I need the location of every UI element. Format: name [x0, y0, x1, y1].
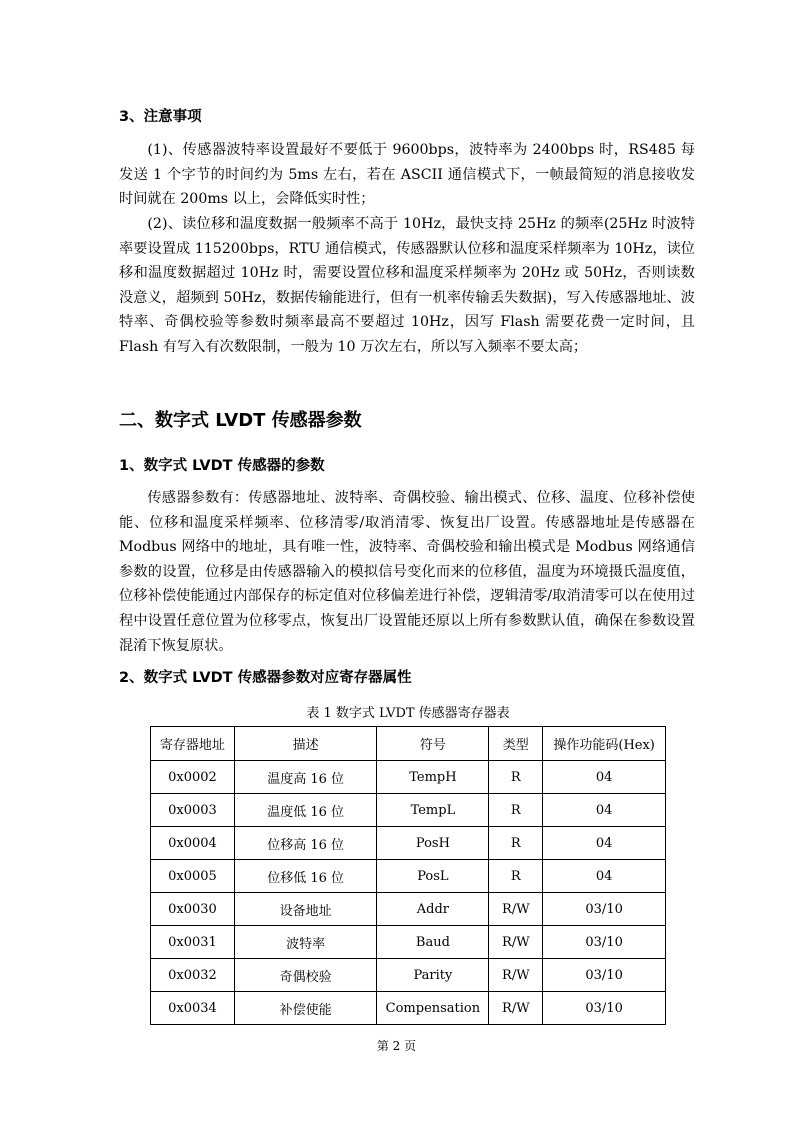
cell-address: 0x0002: [151, 761, 235, 794]
subsection-1-heading: 1、数字式 LVDT 传感器的参数: [119, 458, 325, 474]
cell-type: R/W: [489, 926, 543, 959]
table-row: [151, 860, 666, 893]
table-row: [151, 761, 666, 794]
cell-description: 补偿使能: [234, 992, 377, 1025]
cell-symbol: Addr: [377, 893, 489, 926]
table-row: [151, 926, 666, 959]
header-function-code: 操作功能码(Hex): [543, 727, 666, 761]
cell-address: 0x0003: [151, 794, 235, 827]
header-address: 寄存器地址: [151, 727, 235, 761]
cell-description: 位移高 16 位: [234, 827, 377, 860]
cell-description: 位移低 16 位: [234, 860, 377, 893]
cell-type: R: [489, 860, 543, 893]
cell-function-code: 04: [543, 761, 666, 794]
cell-function-code: 04: [543, 827, 666, 860]
cell-address: 0x0034: [151, 992, 235, 1025]
table-row: [151, 959, 666, 992]
cell-symbol: PosL: [377, 860, 489, 893]
cell-type: R: [489, 761, 543, 794]
table-row: [151, 794, 666, 827]
cell-function-code: 04: [543, 860, 666, 893]
params-paragraph: 传感器参数有：传感器地址、波特率、奇偶校验、输出模式、位移、温度、位移补偿使能、位移和温度采样频率、位移清零/取消清零、恢复出厂设置。传感器地址是传感器在 Modbus 网络中的地址，具有唯一性，波特率、奇偶校验和输出模式是 Modbus 网络通信参数的设置，位移是由传感器输入的模拟信号变化而来的位移值，温度为环境摄氏温度值，位移补偿使能通过内部保存的标定值对位移偏差进行补偿，逻辑清零/取消清零可以在使用过程中设置任意位置为位移零点，恢复出厂设置能还原以上所有参数默认值，确保在参数设置混淆下恢复原状。: [119, 490, 695, 654]
table-caption: 表 1 数字式 LVDT 传感器寄存器表: [306, 706, 510, 721]
cell-type: R/W: [489, 893, 543, 926]
cell-address: 0x0032: [151, 959, 235, 992]
notes-paragraph-1: (1)、传感器波特率设置最好不要低于 9600bps，波特率为 2400bps 时，RS485 每发送 1 个字节的时间约为 5ms 左右，若在 ASCII 通信模式下，一帧最简短的消息接收发时间就在 200ms 以上，会降低实时性；: [119, 142, 695, 208]
cell-symbol: PosH: [377, 827, 489, 860]
cell-function-code: 03/10: [543, 893, 666, 926]
cell-description: 温度高 16 位: [234, 761, 377, 794]
cell-type: R: [489, 794, 543, 827]
cell-function-code: 03/10: [543, 959, 666, 992]
table-row: [151, 992, 666, 1025]
cell-function-code: 03/10: [543, 926, 666, 959]
cell-address: 0x0004: [151, 827, 235, 860]
cell-symbol: Parity: [377, 959, 489, 992]
header-description: 描述: [234, 727, 377, 761]
cell-symbol: Compensation: [377, 992, 489, 1025]
cell-address: 0x0031: [151, 926, 235, 959]
cell-function-code: 03/10: [543, 992, 666, 1025]
cell-symbol: TempL: [377, 794, 489, 827]
cell-type: R/W: [489, 959, 543, 992]
cell-description: 波特率: [234, 926, 377, 959]
cell-type: R: [489, 827, 543, 860]
section-heading: 二、数字式 LVDT 传感器参数: [119, 410, 362, 431]
table-header-row: [151, 727, 666, 761]
table-row: [151, 827, 666, 860]
cell-description: 设备地址: [234, 893, 377, 926]
cell-description: 奇偶校验: [234, 959, 377, 992]
table-row: [151, 893, 666, 926]
notes-heading: 3、注意事项: [119, 109, 202, 125]
subsection-2-heading: 2、数字式 LVDT 传感器参数对应寄存器属性: [119, 670, 412, 686]
cell-symbol: TempH: [377, 761, 489, 794]
notes-paragraph-2: (2)、读位移和温度数据一般频率不高于 10Hz，最快支持 25Hz 的频率(25Hz 时波特率要设置成 115200bps，RTU 通信模式，传感器默认位移和温度采样频率为 10Hz，读位移和温度数据超过 10Hz 时，需要设置位移和温度采样频率为 20Hz 或 50Hz，否则读数没意义，超频到 50Hz，数据传输能进行，但有一机率传输丢失数据)，写入传感器地址、波特率、奇偶校验等参数时频率最高不要超过 10Hz，因写 Flash 需要花费一定时间，且 Flash 有写入有次数限制，一般为 10 万次左右，所以写入频率不要太高；: [119, 216, 695, 355]
cell-function-code: 04: [543, 794, 666, 827]
cell-address: 0x0005: [151, 860, 235, 893]
register-table: [150, 726, 666, 1025]
cell-type: R/W: [489, 992, 543, 1025]
cell-symbol: Baud: [377, 926, 489, 959]
page-number: 第 2 页: [376, 1039, 417, 1053]
header-type: 类型: [489, 727, 543, 761]
cell-address: 0x0030: [151, 893, 235, 926]
cell-description: 温度低 16 位: [234, 794, 377, 827]
header-symbol: 符号: [377, 727, 489, 761]
